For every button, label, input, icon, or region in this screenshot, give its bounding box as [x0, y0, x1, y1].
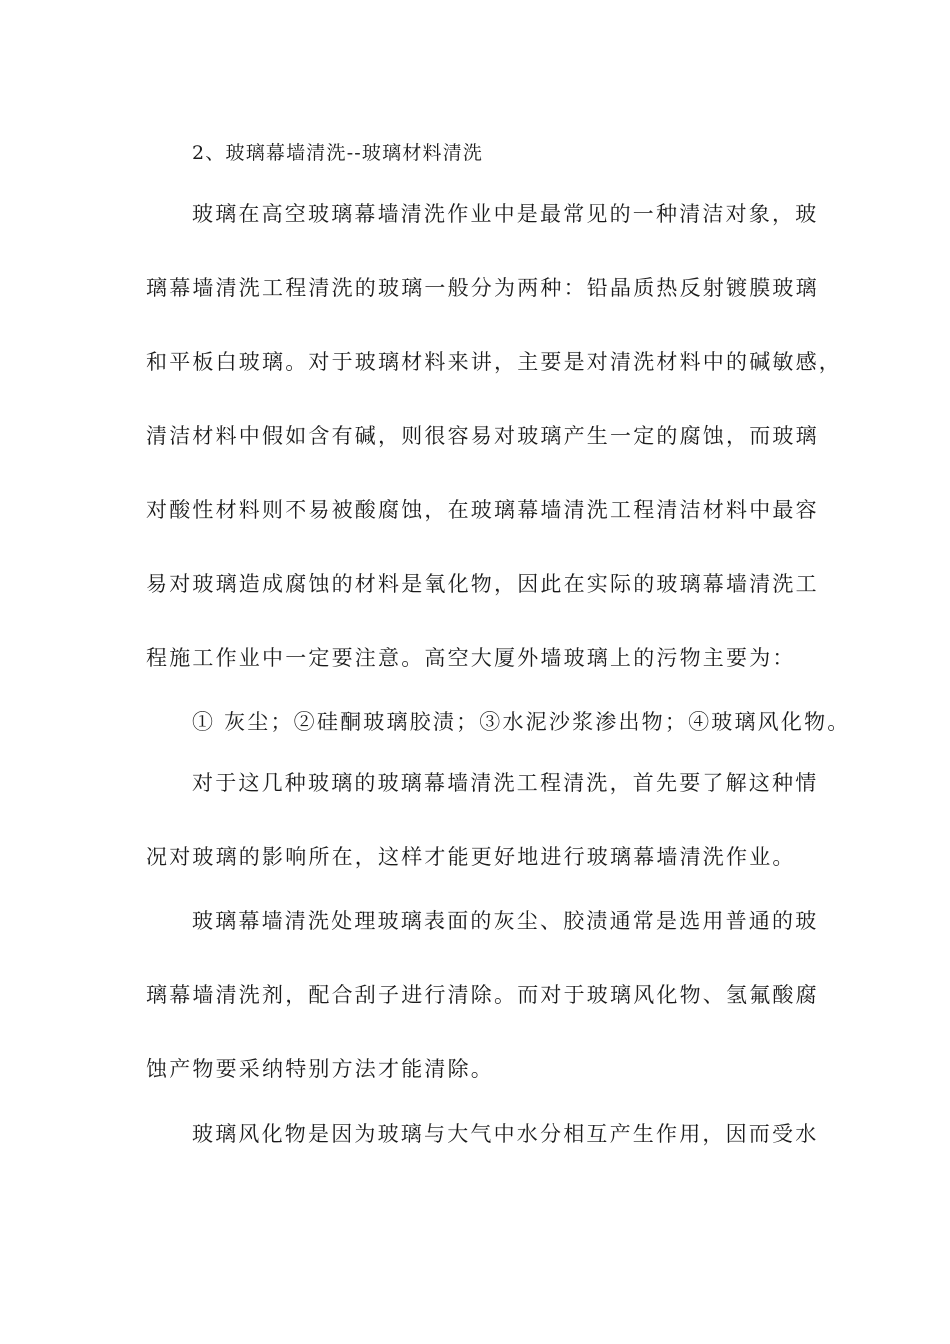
- paragraph-line: 易对玻璃造成腐蚀的材料是氧化物，因此在实际的玻璃幕墙清洗工: [146, 572, 819, 596]
- paragraph-line: 清洁材料中假如含有碱，则很容易对玻璃产生一定的腐蚀，而玻璃: [146, 424, 819, 448]
- paragraph-line: 况对玻璃的影响所在，这样才能更好地进行玻璃幕墙清洗作业。: [146, 845, 796, 869]
- paragraph-line: 玻璃幕墙清洗处理玻璃表面的灰尘、胶渍通常是选用普通的玻: [192, 909, 819, 933]
- paragraph-line: 程施工作业中一定要注意。高空大厦外墙玻璃上的污物主要为：: [146, 646, 796, 670]
- paragraph-line: 玻璃在高空玻璃幕墙清洗作业中是最常见的一种清洁对象，玻: [192, 202, 819, 226]
- paragraph-line: 对酸性材料则不易被酸腐蚀，在玻璃幕墙清洗工程清洁材料中最容: [146, 498, 819, 522]
- paragraph-line: 和平板白玻璃。对于玻璃材料来讲，主要是对清洗材料中的碱敏感，: [146, 350, 842, 374]
- list-line: ① 灰尘；②硅酮玻璃胶渍；③水泥沙浆渗出物；④玻璃风化物。: [192, 710, 851, 734]
- section-heading: 2、玻璃幕墙清洗--玻璃材料清洗: [192, 142, 484, 164]
- paragraph-line: 玻璃风化物是因为玻璃与大气中水分相互产生作用，因而受水: [192, 1122, 819, 1146]
- paragraph-line: 璃幕墙清洗剂，配合刮子进行清除。而对于玻璃风化物、氢氟酸腐: [146, 983, 819, 1007]
- paragraph-line: 蚀产物要采纳特别方法才能清除。: [146, 1057, 494, 1081]
- paragraph-line: 对于这几种玻璃的玻璃幕墙清洗工程清洗，首先要了解这种情: [192, 771, 819, 795]
- paragraph-line: 璃幕墙清洗工程清洗的玻璃一般分为两种：铅晶质热反射镀膜玻璃: [146, 276, 819, 300]
